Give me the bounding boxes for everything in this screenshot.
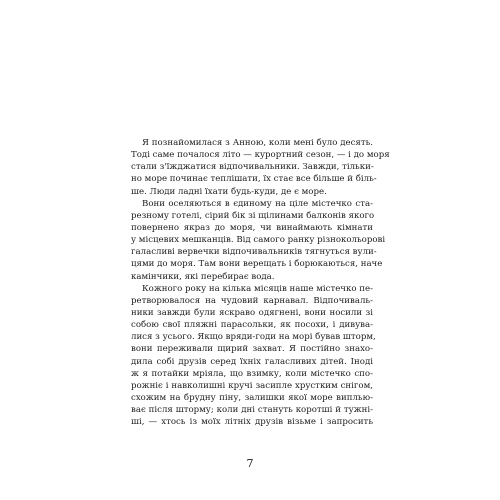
text-line: рожніє і навколишні кручі засипле хрустким снігом, [131, 380, 373, 391]
text-line: ші, — хтось із моїх літніх друзів візьме і запросить [131, 417, 373, 428]
text-line: цями до моря. Там вони верещать і борюкаються, наче [131, 259, 383, 270]
text-line: Я познайомилася з Анною, коли мені було десять. [142, 138, 373, 148]
body-text [131, 137, 390, 428]
page-number: 7 [246, 457, 254, 470]
text-line: ники завжди були яскраво одягнені, вони носили зі [131, 307, 373, 318]
text-line: собою свої пляжні парасольки, як посохи, і дивува- [131, 320, 373, 331]
text-line: вони переживали щирий захват. Я постійно знахо- [131, 344, 373, 355]
text-line: дила собі друзів серед їхніх галасливих дітей. Іноді [131, 356, 373, 367]
text-line: Кожного року на кілька місяців наше містечко пе- [142, 283, 373, 294]
text-line: повернено якраз до моря, чи винаймають кімнати [131, 222, 373, 233]
text-line: стали з'їжджатися відпочивальники. Завжди, тільки- [131, 162, 374, 173]
text-line: галасливі вервечки відпочивальників тягнуться вули- [131, 247, 377, 258]
text-line: ває після шторму; коли дні стануть коротші й тужні- [131, 405, 373, 416]
text-line: Вони оселяються в єдиному на ціле містечко ста- [142, 198, 373, 209]
text-line: у місцевих мешканців. Від самого ранку різнокольорові [131, 235, 386, 246]
text-line: ше. Люди ладні їхати будь-куди, де є море. [131, 186, 327, 197]
text-line: ретворювалося на чудовий карнавал. Відпочиваль- [131, 295, 373, 306]
text-line: Тоді саме почалося літо — курортний сезон, — і до моря [131, 150, 390, 161]
text-line: схожим на брудну піну, залишки якої море виплью- [131, 392, 373, 403]
text-line: ж я потайки мріяла, що взимку, коли містечко спо- [131, 368, 373, 379]
text-line: резному готелі, сірий бік зі щілинами балконів якого [131, 210, 375, 221]
text-line: камінчики, які перебирає вода. [131, 271, 275, 282]
text-line: лися з усього. Якщо вряди-годи на морі бував шторм, [131, 332, 376, 343]
text-line: но море починає теплішати, їх стає все більше й біль- [131, 174, 377, 185]
